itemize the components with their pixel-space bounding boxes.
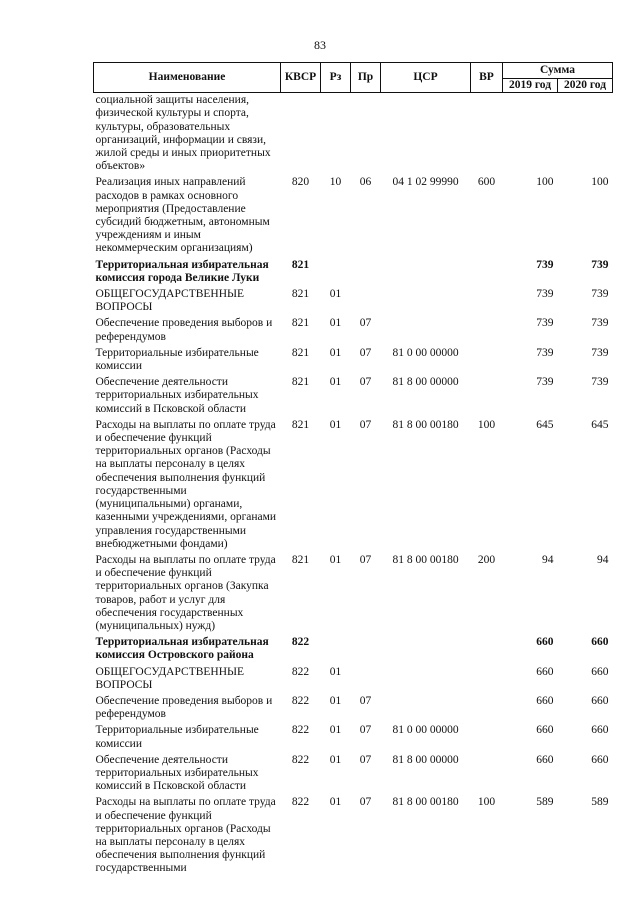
- cell-vr: [471, 754, 503, 797]
- table-row: [94, 376, 613, 419]
- header-year-2019: 2019 год: [503, 79, 558, 93]
- table-row: [94, 288, 613, 317]
- cell-rz: [321, 93, 351, 177]
- cell-pr: 07: [359, 553, 372, 566]
- cell-csr: 04 1 02 99990: [392, 176, 459, 189]
- cell-kvsr: [281, 93, 321, 177]
- cell-name: Территориальная избирательная комиссия города Великие Луки: [95, 258, 269, 284]
- cell-vr: [471, 666, 503, 695]
- cell-kvsr: 821: [291, 317, 310, 330]
- cell-rz: 01: [329, 418, 342, 431]
- cell-name: Территориальные избирательные комиссии: [95, 346, 259, 373]
- cell-2020: 660: [591, 636, 609, 649]
- cell-name: Реализация иных направлений расходов в рамках основного мероприятия (Предоставление субсидий бюджетным, автономным учреждениям и иным некоммерческим организациям): [95, 176, 270, 255]
- cell-vr: [471, 317, 503, 346]
- cell-pr: 07: [359, 724, 372, 737]
- cell-kvsr: 822: [291, 724, 310, 737]
- header-year-2020: 2020 год: [558, 79, 613, 93]
- header-vr: ВР: [471, 63, 503, 93]
- cell-csr: [381, 288, 471, 317]
- cell-name: ОБЩЕГОСУДАРСТВЕННЫЕ ВОПРОСЫ: [95, 665, 245, 691]
- header-sum: Сумма: [503, 63, 613, 79]
- cell-2020: [558, 93, 613, 177]
- cell-vr: [471, 724, 503, 753]
- cell-name: Обеспечение деятельности территориальных избирательных комиссий в Псковской области: [95, 376, 259, 415]
- table-header: [94, 63, 613, 93]
- cell-pr: 07: [359, 753, 372, 766]
- cell-kvsr: 821: [291, 346, 310, 359]
- cell-name: Обеспечение проведения выборов и референдумов: [95, 317, 273, 343]
- header-pr: Пр: [351, 63, 381, 93]
- cell-name: Расходы на выплаты по оплате труда и обеспечение функций территориальных органов (Расходы на выплаты персоналу в целях обеспечения выполнения функций государственными: [95, 796, 276, 875]
- cell-rz: 01: [329, 753, 342, 766]
- cell-2019: 660: [536, 694, 554, 707]
- cell-kvsr: 822: [291, 796, 310, 809]
- cell-vr: [471, 347, 503, 376]
- cell-vr: 200: [477, 553, 496, 566]
- cell-2020: 660: [591, 665, 609, 678]
- cell-2019: 660: [536, 636, 554, 649]
- cell-2019: 94: [542, 553, 554, 566]
- cell-csr: 81 0 00 00000: [392, 346, 459, 359]
- header-name: Наименование: [94, 63, 281, 93]
- table-row: [94, 695, 613, 724]
- cell-rz: 10: [329, 176, 342, 189]
- table-row: [94, 347, 613, 376]
- page-number: 83: [314, 38, 326, 52]
- cell-name: Расходы на выплаты по оплате труда и обеспечение функций территориальных органов (Расходы на выплаты персоналу в целях обеспечения выполнения функций государственными (муниципальными) органами, казенными учреждениями, органами управления государственными внебюджетными фондами): [95, 418, 277, 550]
- cell-2020: 100: [591, 176, 609, 189]
- cell-rz: [321, 636, 351, 665]
- cell-2020: 589: [591, 796, 609, 809]
- cell-pr: 07: [359, 796, 372, 809]
- cell-pr: 07: [359, 346, 372, 359]
- cell-kvsr: 821: [291, 288, 310, 301]
- cell-2020: 660: [591, 724, 609, 737]
- header-rz: Рз: [321, 63, 351, 93]
- cell-vr: [471, 376, 503, 419]
- table-row: [94, 666, 613, 695]
- cell-2019: 739: [536, 258, 554, 271]
- cell-pr: 07: [359, 694, 372, 707]
- cell-vr: [471, 636, 503, 665]
- cell-kvsr: 822: [291, 753, 310, 766]
- cell-kvsr: 820: [291, 176, 310, 189]
- cell-2020: 739: [591, 258, 609, 271]
- table-row: [94, 259, 613, 288]
- table-row: [94, 636, 613, 665]
- cell-name: Расходы на выплаты по оплате труда и обеспечение функций территориальных органов (Закупка товаров, работ и услуг для обеспечения государственных (муниципальных) нужд): [95, 553, 276, 632]
- cell-pr: [351, 288, 381, 317]
- table-body: [94, 93, 613, 879]
- cell-rz: 01: [329, 376, 342, 389]
- cell-rz: 01: [329, 346, 342, 359]
- cell-name: Обеспечение деятельности территориальных избирательных комиссий в Псковской области: [95, 753, 259, 793]
- cell-name: социальной защиты населения, физической культуры и спорта, культуры, образовательных организаций, информации и связи, жилой среды и иных приоритетных объектов»: [95, 94, 271, 173]
- cell-csr: 81 8 00 00180: [392, 553, 459, 566]
- cell-rz: 01: [329, 317, 342, 330]
- cell-csr: [381, 636, 471, 665]
- table-row: [94, 724, 613, 753]
- cell-csr: 81 8 00 00180: [392, 418, 459, 431]
- cell-2019: 645: [536, 418, 554, 431]
- table-row: [94, 419, 613, 554]
- cell-vr: 100: [477, 796, 496, 809]
- cell-name: Территориальная избирательная комиссия Островского района: [95, 636, 269, 662]
- cell-2019: 739: [536, 288, 554, 301]
- table-row: [94, 796, 613, 878]
- cell-2019: 660: [536, 753, 554, 766]
- table-row: [94, 554, 613, 636]
- cell-kvsr: 821: [291, 418, 310, 431]
- cell-vr: [471, 93, 503, 177]
- cell-vr: [471, 259, 503, 288]
- cell-rz: 01: [329, 665, 342, 678]
- header-kvsr: КВСР: [281, 63, 321, 93]
- cell-2020: 739: [591, 288, 609, 301]
- cell-kvsr: 821: [291, 258, 310, 271]
- cell-csr: [381, 666, 471, 695]
- cell-vr: [471, 288, 503, 317]
- cell-2020: 94: [597, 553, 609, 566]
- cell-pr: 07: [359, 376, 372, 389]
- table-row: [94, 317, 613, 346]
- table-row: [94, 176, 613, 258]
- cell-2019: 660: [536, 724, 554, 737]
- cell-rz: 01: [329, 694, 342, 707]
- cell-2019: 589: [536, 796, 554, 809]
- cell-csr: 81 8 00 00000: [392, 753, 459, 766]
- cell-2019: [503, 93, 558, 177]
- cell-kvsr: 822: [291, 636, 310, 649]
- cell-pr: [351, 636, 381, 665]
- cell-2020: 739: [591, 317, 609, 330]
- budget-table: [93, 62, 613, 879]
- cell-rz: 01: [329, 724, 342, 737]
- cell-name: Обеспечение проведения выборов и референдумов: [95, 694, 273, 721]
- cell-csr: 81 8 00 00000: [392, 376, 459, 389]
- cell-csr: [381, 93, 471, 177]
- cell-csr: [381, 695, 471, 724]
- cell-2020: 739: [591, 346, 609, 359]
- cell-rz: 01: [329, 288, 342, 301]
- cell-2020: 645: [591, 418, 609, 431]
- cell-name: Территориальные избирательные комиссии: [95, 724, 259, 750]
- cell-name: ОБЩЕГОСУДАРСТВЕННЫЕ ВОПРОСЫ: [95, 288, 245, 314]
- cell-vr: [471, 695, 503, 724]
- cell-kvsr: 822: [291, 665, 310, 678]
- cell-rz: [321, 259, 351, 288]
- cell-csr: [381, 317, 471, 346]
- cell-kvsr: 822: [291, 694, 310, 707]
- cell-kvsr: 821: [291, 553, 310, 566]
- cell-2019: 739: [536, 346, 554, 359]
- cell-2019: 660: [536, 665, 554, 678]
- table-row: [94, 754, 613, 797]
- cell-pr: [351, 93, 381, 177]
- table-row: [94, 93, 613, 177]
- cell-kvsr: 821: [291, 376, 310, 389]
- cell-pr: [351, 259, 381, 288]
- cell-csr: [381, 259, 471, 288]
- cell-pr: 06: [359, 176, 372, 189]
- cell-vr: 100: [477, 418, 496, 431]
- cell-2020: 660: [591, 753, 609, 766]
- cell-rz: 01: [329, 796, 342, 809]
- header-csr: ЦСР: [381, 63, 471, 93]
- cell-rz: 01: [329, 553, 342, 566]
- cell-pr: 07: [359, 418, 372, 431]
- cell-csr: 81 8 00 00180: [392, 796, 459, 809]
- cell-2019: 739: [536, 376, 554, 389]
- cell-2020: 660: [591, 694, 609, 707]
- cell-pr: 07: [359, 317, 372, 330]
- cell-2019: 100: [536, 176, 554, 189]
- cell-2019: 739: [536, 317, 554, 330]
- cell-pr: [351, 666, 381, 695]
- cell-vr: 600: [477, 176, 496, 189]
- cell-csr: 81 0 00 00000: [392, 724, 459, 737]
- cell-2020: 739: [591, 376, 609, 389]
